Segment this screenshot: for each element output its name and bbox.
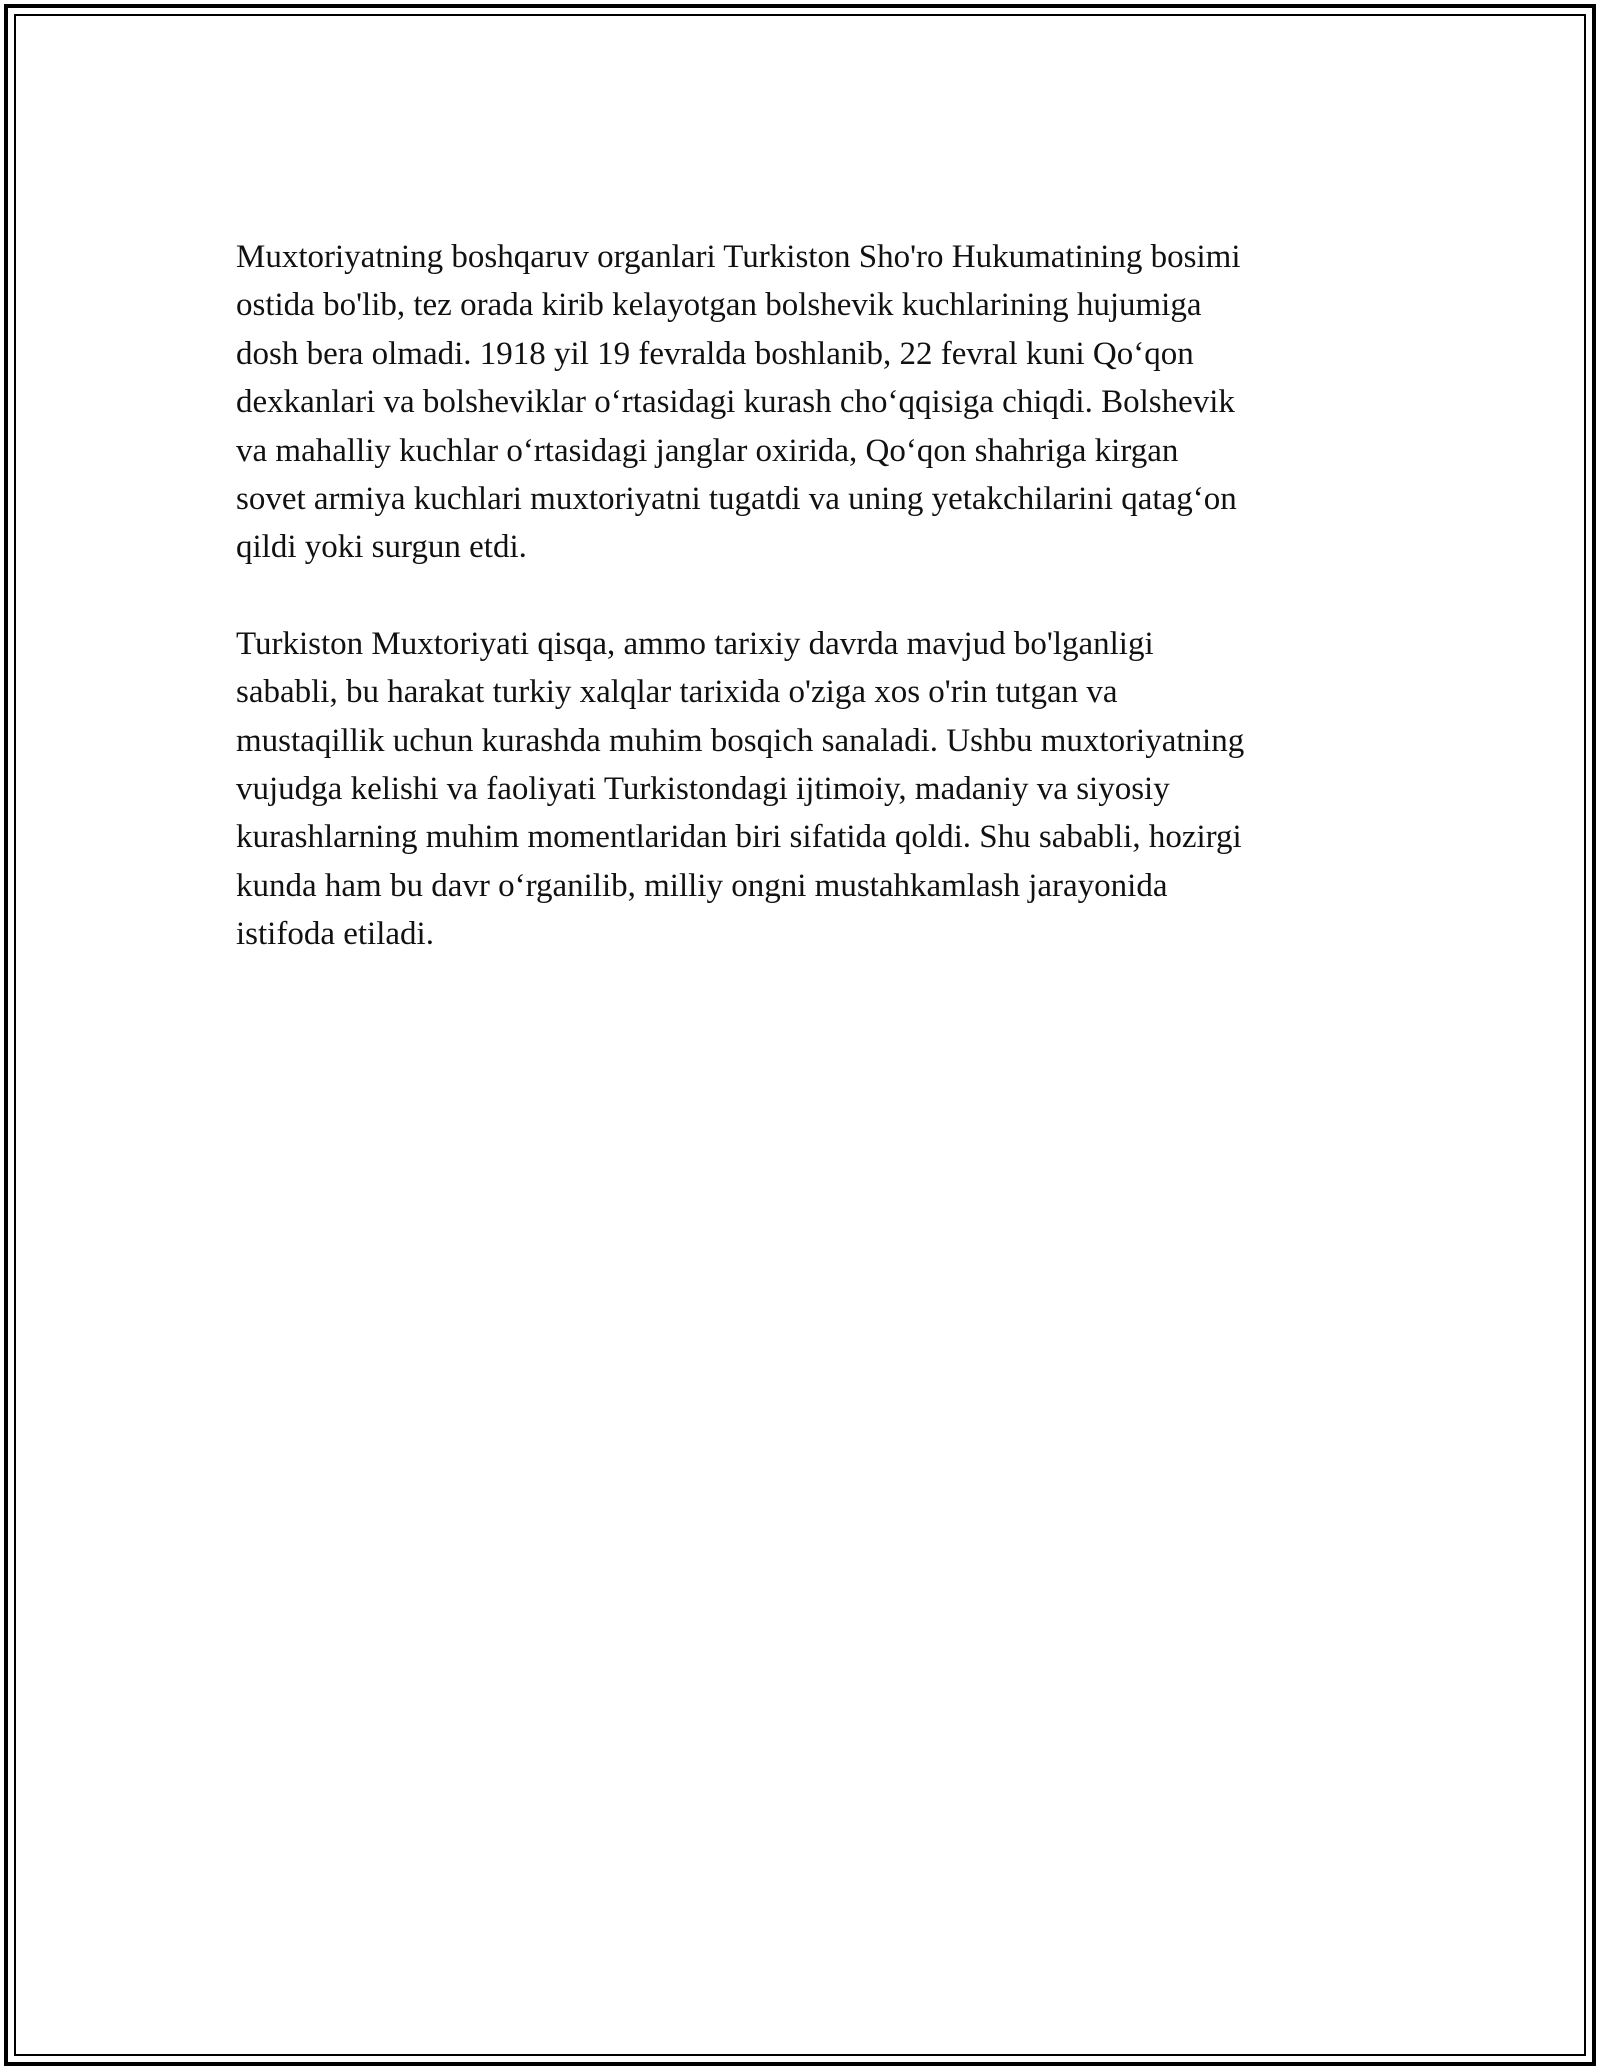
paragraph-line: kurashlarning muhim momentlaridan biri sifatida qoldi. Shu sababli, hozirgi xyxy=(236,819,1242,856)
paragraph-line: sovet armiya kuchlari muxtoriyatni tugatdi va uning yetakchilarini qatag‘on xyxy=(236,481,1237,518)
paragraph-1 xyxy=(236,233,1366,572)
paragraph-line: dosh bera olmadi. 1918 yil 19 fevralda boshlanib, 22 fevral kuni Qo‘qon xyxy=(236,335,1194,372)
paragraph-line: mustaqillik uchun kurashda muhim bosqich sanaladi. Ushbu muxtoriyatning xyxy=(236,722,1245,759)
paragraph-line: Turkiston Muxtoriyati qisqa, ammo tarixiy davrda mavjud bo'lganligi xyxy=(236,625,1154,662)
paragraph-line: ostida bo'lib, tez orada kirib kelayotgan bolshevik kuchlarining hujumiga xyxy=(236,287,1202,324)
paragraph-line: sababli, bu harakat turkiy xalqlar tarixida o'ziga xos o'rin tutgan va xyxy=(236,674,1118,711)
paragraph-line: vujudga kelishi va faoliyati Turkistondagi ijtimoiy, madaniy va siyosiy xyxy=(236,771,1170,808)
paragraph-2 xyxy=(236,620,1366,959)
paragraph-line: istifoda etiladi. xyxy=(236,916,434,953)
paragraph-line: dexkanlari va bolsheviklar o‘rtasidagi kurash cho‘qqisiga chiqdi. Bolshevik xyxy=(236,384,1235,421)
document-body xyxy=(236,233,1366,1007)
paragraph-line: Muxtoriyatning boshqaruv organlari Turkiston Sho'ro Hukumatining bosimi xyxy=(236,239,1241,275)
paragraph-line: qildi yoki surgun etdi. xyxy=(236,529,527,566)
paragraph-line: kunda ham bu davr o‘rganilib, milliy ongni mustahkamlash jarayonida xyxy=(236,867,1168,904)
paragraph-line: va mahalliy kuchlar o‘rtasidagi janglar oxirida, Qo‘qon shahriga kirgan xyxy=(236,432,1179,469)
